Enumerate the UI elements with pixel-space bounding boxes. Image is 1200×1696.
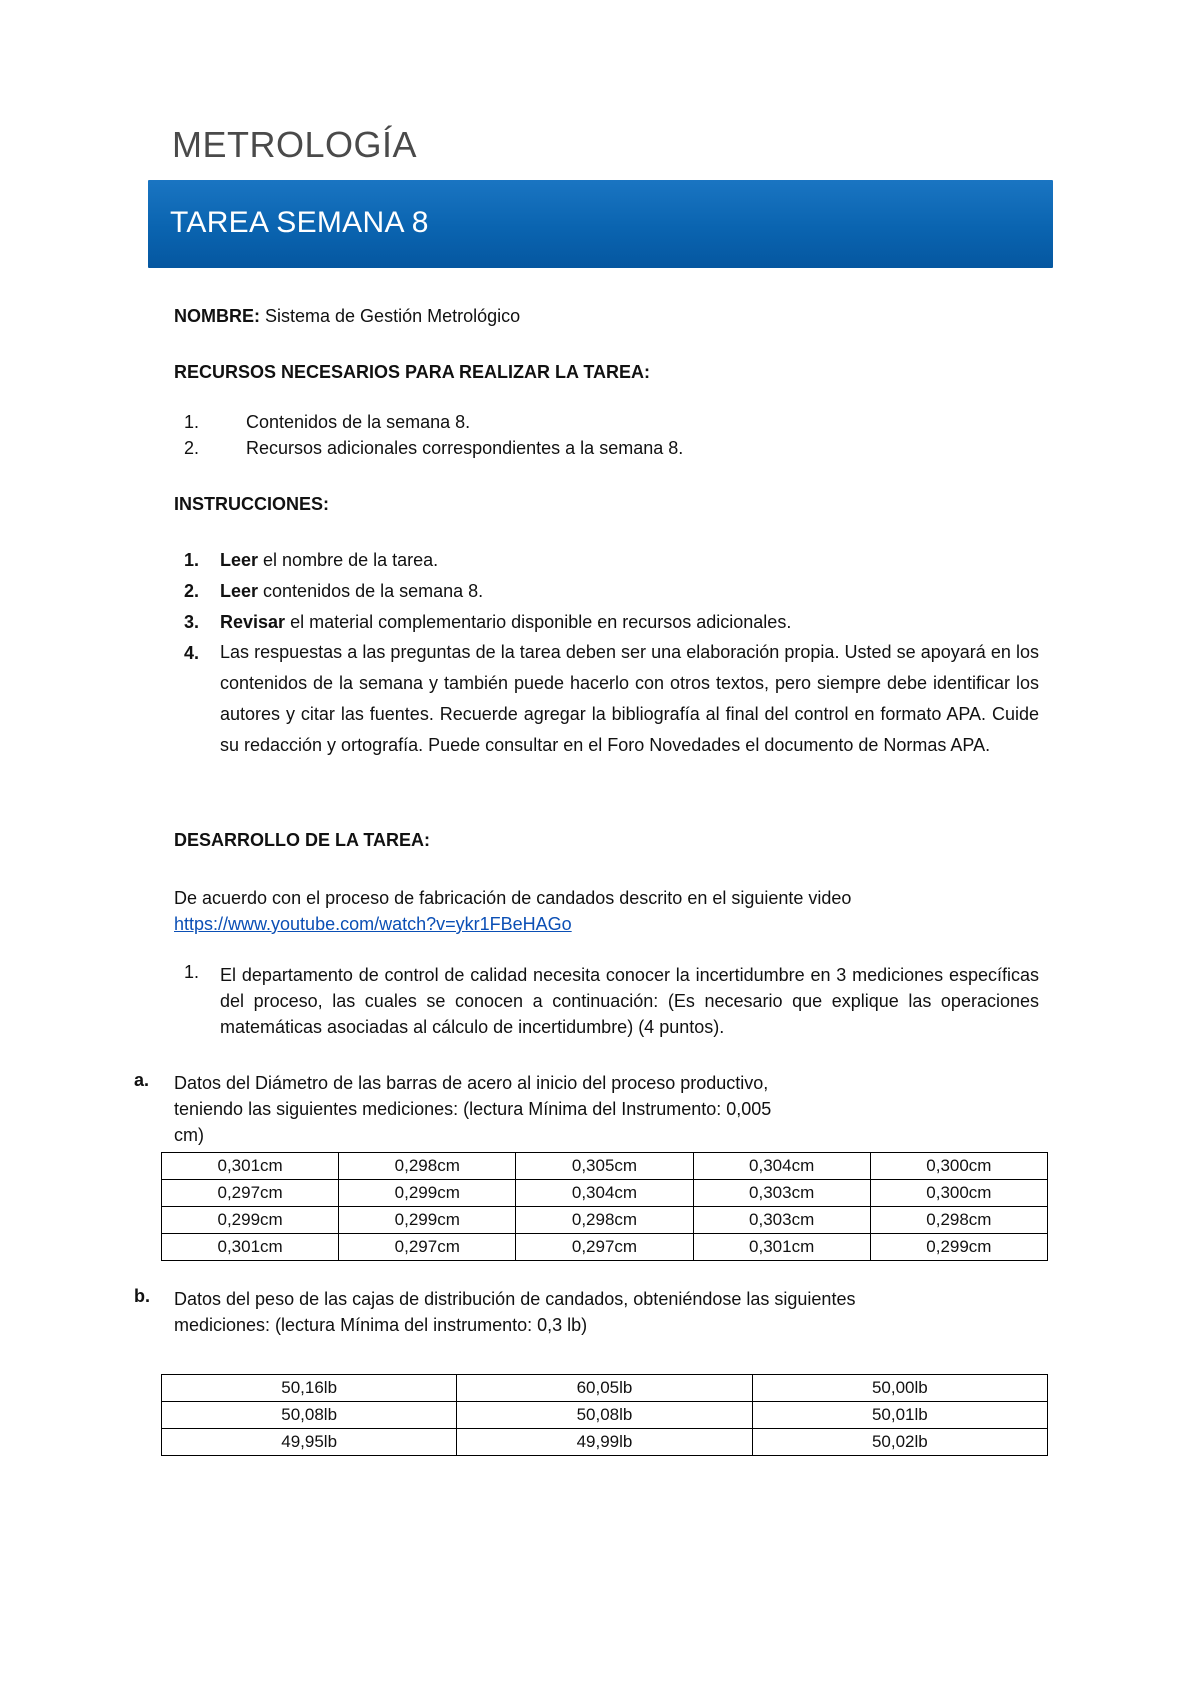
table-cell: 0,299cm	[162, 1207, 339, 1234]
part-a-text: Datos del Diámetro de las barras de acero al inicio del proceso productivo, teniendo las siguientes mediciones: (lectura Mínima del Instrumento: 0,005 cm)	[174, 1073, 772, 1145]
list-number: 1.	[184, 412, 200, 432]
table-cell: 50,08lb	[457, 1402, 752, 1429]
table-cell: 0,299cm	[870, 1234, 1047, 1261]
table-cell: 0,301cm	[693, 1234, 870, 1261]
intro-text: De acuerdo con el proceso de fabricación de candados descrito en el siguiente video	[174, 888, 852, 908]
table-cell: 0,298cm	[339, 1153, 516, 1180]
instruction-text: el material complementario disponible en recursos adicionales.	[285, 612, 792, 632]
list-number: 3.	[184, 612, 200, 632]
list-number: 2.	[184, 438, 200, 458]
desarrollo-heading	[174, 830, 430, 851]
table-cell: 60,05lb	[457, 1375, 752, 1402]
banner-title: TAREA SEMANA 8	[170, 206, 429, 239]
instruction-text: el nombre de la tarea.	[258, 550, 439, 570]
nombre-value: Sistema de Gestión Metrológico	[265, 306, 521, 326]
part-b-letter: b.	[134, 1286, 150, 1306]
table-row	[162, 1153, 1048, 1180]
recursos-heading	[174, 362, 650, 383]
table-cell: 0,303cm	[693, 1180, 870, 1207]
instruction-verb: Revisar	[220, 612, 286, 632]
table-row	[162, 1402, 1048, 1429]
instrucciones-heading-text: INSTRUCCIONES:	[174, 494, 330, 514]
table-cell: 50,16lb	[162, 1375, 457, 1402]
instruction-text: Las respuestas a las preguntas de la tarea deben ser una elaboración propia. Usted se apoyará en los contenidos de la semana y también puede hacerlo con otros textos, pero siempre debe identificar los autores y citar las fuentes. Recuerde agregar la bibliografía al final del control en formato APA. Cuide su redacción y ortografía. Puede consultar en el Foro Novedades el documento de Normas APA.	[220, 642, 1039, 755]
table-cell: 0,297cm	[162, 1180, 339, 1207]
table-cell: 0,305cm	[516, 1153, 693, 1180]
table-cell: 0,300cm	[870, 1153, 1047, 1180]
table-cell: 50,02lb	[752, 1429, 1047, 1456]
desarrollo-heading-text: DESARROLLO DE LA TAREA:	[174, 830, 430, 850]
table-cell: 50,01lb	[752, 1402, 1047, 1429]
table-cell: 0,301cm	[162, 1153, 339, 1180]
list-number: 1.	[184, 550, 200, 570]
subject-title: METROLOGÍA	[172, 124, 418, 165]
instruction-verb: Leer	[220, 550, 259, 570]
table-cell: 0,299cm	[339, 1180, 516, 1207]
table-cell: 0,297cm	[516, 1234, 693, 1261]
table-cell: 0,304cm	[693, 1153, 870, 1180]
table-cell: 0,304cm	[516, 1180, 693, 1207]
table-cell: 49,99lb	[457, 1429, 752, 1456]
table-cell: 50,08lb	[162, 1402, 457, 1429]
list-number: 1.	[184, 962, 200, 982]
question-1-text: El departamento de control de calidad necesita conocer la incertidumbre en 3 mediciones específicas del proceso, las cuales se conocen a continuación: (Es necesario que explique las operaciones matemáticas asociadas al cálculo de incertidumbre) (4 puntos).	[220, 965, 1039, 1037]
nombre-label: NOMBRE:	[174, 306, 260, 326]
recursos-item-text: Contenidos de la semana 8.	[246, 412, 471, 432]
table-cell: 0,303cm	[693, 1207, 870, 1234]
table-cell: 49,95lb	[162, 1429, 457, 1456]
table-row	[162, 1429, 1048, 1456]
table-cell: 0,297cm	[339, 1234, 516, 1261]
table-cell: 0,301cm	[162, 1234, 339, 1261]
table-cell: 0,298cm	[516, 1207, 693, 1234]
table-row	[162, 1375, 1048, 1402]
table-cell: 0,300cm	[870, 1180, 1047, 1207]
title-banner	[148, 180, 1053, 268]
table-row	[162, 1180, 1048, 1207]
nombre-line	[174, 306, 520, 327]
table-cell: 50,00lb	[752, 1375, 1047, 1402]
part-a-letter: a.	[134, 1070, 150, 1090]
table-row	[162, 1234, 1048, 1261]
list-number: 2.	[184, 581, 200, 601]
instruction-verb: Leer	[220, 581, 259, 601]
weight-table	[161, 1374, 1048, 1456]
recursos-item-text: Recursos adicionales correspondientes a la semana 8.	[246, 438, 684, 458]
video-link[interactable]: https://www.youtube.com/watch?v=ykr1FBeHAGo	[174, 914, 572, 934]
instrucciones-heading	[174, 494, 329, 515]
table-cell: 0,299cm	[339, 1207, 516, 1234]
part-b-text: Datos del peso de las cajas de distribución de candados, obteniéndose las siguientes mediciones: (lectura Mínima del instrumento: 0,3 lb)	[174, 1289, 856, 1335]
instruction-text: contenidos de la semana 8.	[258, 581, 484, 601]
recursos-heading-text: RECURSOS NECESARIOS PARA REALIZAR LA TAREA:	[174, 362, 651, 382]
diameter-table	[161, 1152, 1048, 1261]
table-row	[162, 1207, 1048, 1234]
list-number: 4.	[184, 643, 200, 663]
table-cell: 0,298cm	[870, 1207, 1047, 1234]
